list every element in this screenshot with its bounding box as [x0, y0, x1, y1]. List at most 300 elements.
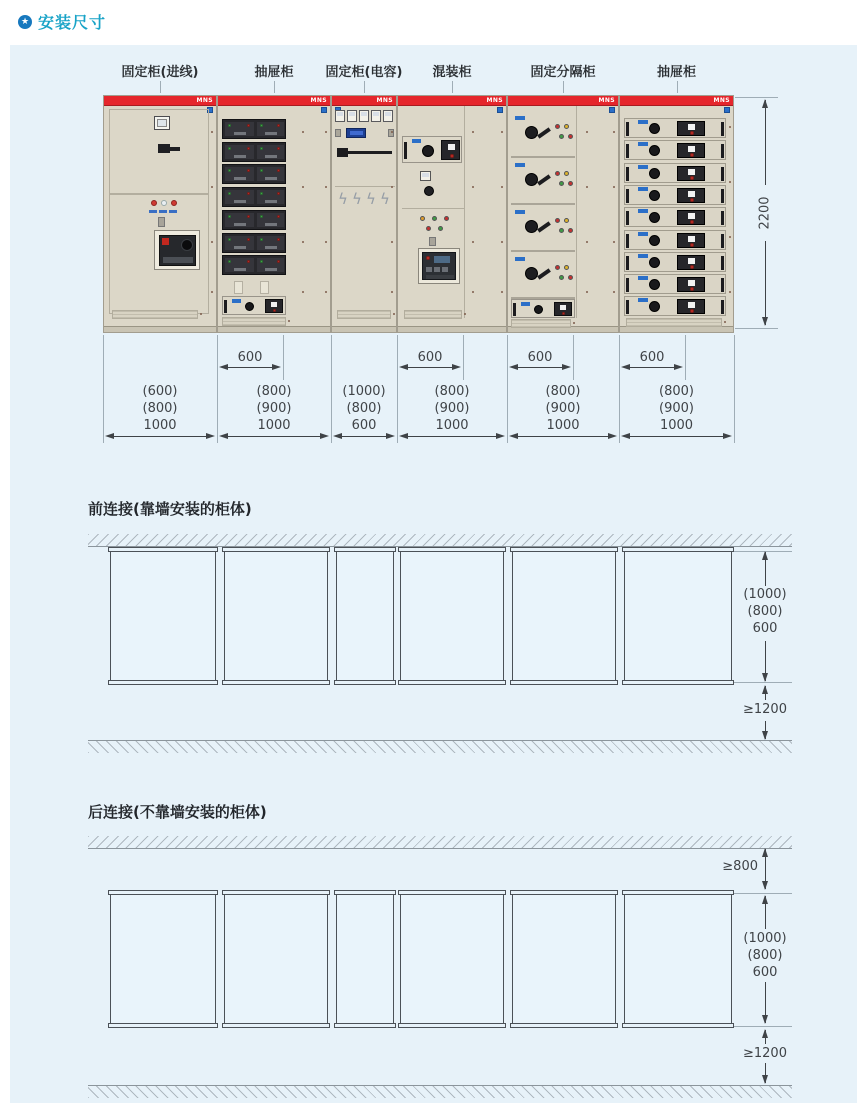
button	[688, 236, 695, 242]
cabinet-banner	[104, 96, 216, 106]
label-chip	[521, 302, 530, 306]
cabinet-elevation-diagram	[10, 45, 857, 495]
screw	[391, 131, 393, 133]
handle-bracket	[626, 300, 629, 314]
drawer-unit	[624, 296, 726, 316]
drawer-handle	[265, 246, 277, 249]
switch-handle	[337, 148, 348, 157]
screw	[211, 241, 213, 243]
width-dimension	[407, 436, 497, 437]
meter-screen	[349, 112, 355, 116]
width-dim-value: (800)	[434, 384, 470, 399]
label-chip	[638, 187, 648, 191]
indicator-light	[260, 215, 263, 218]
width-dim-value: 1000	[546, 418, 580, 433]
screw	[302, 186, 304, 188]
indicator-light	[690, 220, 694, 224]
extension-line	[735, 97, 778, 98]
switch-lever	[537, 174, 551, 185]
arrow-right-icon	[723, 433, 732, 439]
screw	[200, 313, 202, 315]
width-dimension	[517, 436, 609, 437]
indicator-light	[228, 147, 231, 150]
button	[688, 258, 695, 264]
front-aisle-dim-label: ≥1200	[743, 702, 787, 717]
indicator-light	[277, 215, 280, 218]
drawer-panel	[441, 140, 460, 160]
arrow-right-icon	[320, 433, 329, 439]
page-title-row	[18, 10, 106, 33]
indicator-light	[568, 134, 573, 139]
cabinet-footprint	[108, 547, 218, 685]
sub-width-dimension	[517, 367, 563, 368]
wall-hatch	[88, 1085, 792, 1098]
screw	[325, 241, 327, 243]
width-dimension	[341, 436, 387, 437]
handle-bracket	[721, 256, 724, 270]
indicator-light	[562, 312, 565, 315]
drawer-unit	[222, 210, 286, 230]
extension-line	[685, 335, 686, 380]
handle-bracket	[721, 189, 724, 203]
screw	[501, 241, 503, 243]
dim-value: 600	[752, 621, 778, 636]
indicator-light	[260, 260, 263, 263]
footprint-bottom-flange	[334, 1023, 396, 1028]
width-dim-value: 1000	[143, 418, 177, 433]
width-dim-value: (900)	[256, 401, 292, 416]
screw	[393, 313, 395, 315]
indicator-light	[690, 131, 694, 135]
cabinet-type-label: 固定柜(电容)	[325, 65, 403, 80]
button	[442, 267, 448, 272]
indicator-light	[228, 260, 231, 263]
switch-lever	[537, 221, 551, 232]
screw	[302, 241, 304, 243]
arrow-left-icon	[333, 433, 342, 439]
label-chip	[169, 210, 177, 213]
screw	[325, 131, 327, 133]
cabinet-base	[398, 326, 506, 332]
rotary-switch	[649, 145, 660, 156]
rotary-switch	[525, 220, 538, 233]
indicator-light	[568, 228, 573, 233]
arrow-up-icon	[762, 1029, 768, 1038]
indicator-light	[247, 260, 250, 263]
drawer-unit	[624, 207, 726, 227]
indicator-light	[228, 169, 231, 172]
cabinet-footprint	[334, 547, 396, 685]
indicator-light	[555, 218, 560, 223]
drawer-panel	[677, 143, 705, 158]
cabinet-mixed	[397, 95, 507, 333]
handle-bracket	[404, 142, 407, 159]
indicator-light	[247, 124, 250, 127]
drawer-panel	[677, 188, 705, 203]
arrow-up-icon	[762, 895, 768, 904]
button	[688, 302, 695, 308]
drawer-module	[257, 122, 284, 136]
footprint-body	[624, 894, 732, 1024]
page-title: 安装尺寸	[38, 13, 107, 32]
button	[688, 124, 695, 130]
indicator-light	[277, 192, 280, 195]
rotary-switch	[649, 279, 660, 290]
button	[688, 280, 695, 286]
cabinet-brand-badge: MNS	[713, 97, 730, 104]
cabinet-type-label: 固定柜(进线)	[121, 65, 199, 80]
button	[448, 144, 455, 150]
meter-screen	[361, 112, 367, 116]
drawer-module	[257, 236, 284, 250]
meter-screen	[422, 173, 429, 177]
wall-hatch	[88, 836, 792, 849]
cabinet-brand-badge: MNS	[598, 97, 615, 104]
indicator-light	[555, 265, 560, 270]
withdrawable-drawer-unit	[222, 296, 286, 315]
drawer-unit	[222, 187, 286, 207]
width-dim-value: 600	[351, 418, 377, 433]
footprint-bottom-flange	[108, 680, 218, 685]
indicator-light	[260, 124, 263, 127]
extension-line	[734, 1026, 792, 1027]
indicator-light	[444, 216, 449, 221]
label-chip	[638, 298, 648, 302]
controller-frame	[418, 248, 460, 284]
arrow-down-icon	[762, 673, 768, 682]
rotary-switch	[649, 168, 660, 179]
screw	[573, 322, 575, 324]
drawer-handle	[234, 155, 246, 158]
indicator-light	[247, 192, 250, 195]
drawer-unit	[624, 230, 726, 250]
breaker-strip	[163, 257, 193, 263]
dim-value: (1000)	[743, 931, 787, 946]
indicator-light	[151, 200, 157, 206]
dim-value: (800)	[747, 604, 783, 619]
screw	[391, 186, 393, 188]
switch-lever	[348, 151, 392, 154]
drawer-unit	[624, 252, 726, 272]
cabinet-footprint	[108, 890, 218, 1028]
cabinet-type-label: 混装柜	[432, 65, 472, 80]
cabinet-brand-badge: MNS	[196, 97, 213, 104]
drawer-panel	[677, 233, 705, 248]
indicator-light	[568, 275, 573, 280]
drawer-handle	[234, 223, 246, 226]
extension-line	[283, 335, 284, 380]
divider-line	[402, 208, 464, 209]
screw	[211, 131, 213, 133]
key-switch	[335, 129, 341, 137]
screw	[472, 291, 474, 293]
dimension-line	[765, 100, 766, 185]
key-switch	[429, 237, 436, 246]
footprint-body	[400, 894, 504, 1024]
label-chip	[515, 210, 525, 214]
drawer-panel	[677, 166, 705, 181]
indicator-light	[564, 171, 569, 176]
drawer-handle	[234, 246, 246, 249]
display-digits	[350, 131, 363, 135]
drawer-module	[225, 258, 254, 272]
capacitor-discharge-icon: ϟ	[338, 190, 348, 208]
drawer-module	[225, 236, 254, 250]
vent-grille	[112, 310, 198, 319]
extension-line	[160, 81, 161, 93]
switch-lever	[537, 268, 551, 279]
cabinet-banner	[620, 96, 733, 106]
width-dimension	[113, 436, 207, 437]
extension-line	[274, 81, 275, 93]
extension-line	[573, 335, 574, 380]
indicator-light	[247, 147, 250, 150]
footprint-body	[224, 894, 328, 1024]
switch-lever	[537, 127, 551, 138]
drawer-panel	[677, 255, 705, 270]
vent-grille	[404, 310, 462, 319]
width-dimension	[227, 436, 321, 437]
drawer-handle	[265, 177, 277, 180]
indicator-light	[564, 265, 569, 270]
screw	[724, 321, 726, 323]
screw	[501, 186, 503, 188]
diagram-panel	[10, 45, 857, 1103]
screw	[729, 126, 731, 128]
rotary-switch	[649, 212, 660, 223]
indicator-light	[260, 192, 263, 195]
sub-width-dim-label: 600	[527, 350, 553, 365]
meter	[359, 110, 369, 122]
indicator-light	[277, 260, 280, 263]
arrow-left-icon	[509, 433, 518, 439]
footprint-body	[224, 551, 328, 681]
cable-hook	[260, 281, 269, 294]
footprint-bottom-flange	[398, 680, 506, 685]
indicator-light	[260, 238, 263, 241]
indicator-light	[690, 153, 694, 157]
cabinet-footprint	[398, 547, 506, 685]
extension-line	[364, 81, 365, 93]
extension-line	[734, 335, 735, 443]
drawer-panel	[677, 121, 705, 136]
arrow-right-icon	[608, 433, 617, 439]
screw	[472, 186, 474, 188]
width-dim-value: (800)	[545, 384, 581, 399]
cabinet-type-label: 抽屉柜	[254, 65, 294, 80]
screw	[501, 291, 503, 293]
arrow-up-icon	[762, 848, 768, 857]
indicator-light	[277, 147, 280, 150]
handle-bracket	[626, 256, 629, 270]
screw	[729, 181, 731, 183]
footprint-body	[110, 894, 216, 1024]
drawer-module	[225, 122, 254, 136]
drawer-unit	[624, 274, 726, 294]
indicator-light	[555, 171, 560, 176]
arrow-right-icon	[386, 433, 395, 439]
label-chip	[638, 142, 648, 146]
indicator-light	[228, 215, 231, 218]
width-dim-value: (800)	[142, 401, 178, 416]
label-chip	[515, 257, 525, 261]
screw	[302, 291, 304, 293]
wall-hatch	[88, 740, 792, 753]
screw	[729, 236, 731, 238]
dim-value: (800)	[747, 948, 783, 963]
drawer-unit	[222, 164, 286, 184]
handle-bracket	[626, 234, 629, 248]
front-depth-dim-labels	[733, 586, 797, 637]
dim-value: (1000)	[743, 587, 787, 602]
screw	[613, 291, 615, 293]
indicator-light	[690, 265, 694, 269]
extension-line	[452, 81, 453, 93]
meter	[420, 171, 431, 181]
cabinet-type-label: 固定分隔柜	[530, 65, 596, 80]
screw	[613, 241, 615, 243]
label-chip	[159, 210, 167, 213]
arrow-up-icon	[762, 551, 768, 560]
rear-depth-dim-labels	[733, 930, 797, 981]
cabinet-footprint	[622, 547, 734, 685]
meter	[347, 110, 357, 122]
withdrawable-drawer-unit	[402, 136, 462, 163]
width-dim-value: (800)	[346, 401, 382, 416]
drawer-unit	[624, 185, 726, 205]
footprint-body	[512, 551, 616, 681]
handle-bracket	[513, 303, 516, 316]
footprint-bottom-flange	[510, 680, 618, 685]
screw	[472, 241, 474, 243]
width-dim-value: (900)	[434, 401, 470, 416]
screw	[586, 186, 588, 188]
footprint-bottom-flange	[334, 680, 396, 685]
width-dim-value: 1000	[659, 418, 694, 433]
extension-line	[563, 81, 564, 93]
logo-chip	[497, 107, 503, 113]
rotary-switch	[649, 190, 660, 201]
arrow-left-icon	[105, 433, 114, 439]
cabinet-banner	[398, 96, 506, 106]
cabinet-banner	[508, 96, 618, 106]
extension-line	[677, 81, 678, 93]
meter	[335, 110, 345, 122]
drawer-module	[225, 145, 254, 159]
vent-grille	[626, 318, 722, 327]
capacitor-discharge-icon: ϟ	[366, 190, 376, 208]
label-chip	[638, 209, 648, 213]
arrow-left-icon	[219, 433, 228, 439]
footprint-bottom-flange	[622, 680, 734, 685]
indicator-light	[690, 287, 694, 291]
drawer-handle	[234, 200, 246, 203]
rotary-switch	[525, 126, 538, 139]
partition-section	[511, 252, 575, 299]
indicator-light	[559, 181, 564, 186]
display-digits	[434, 256, 450, 263]
handle-bracket	[626, 122, 629, 136]
indicator-light	[564, 218, 569, 223]
breaker-knob	[181, 239, 193, 251]
frame-line	[576, 106, 577, 318]
arrow-left-icon	[621, 433, 630, 439]
rotary-switch	[649, 235, 660, 246]
cabinet-footprint	[222, 547, 330, 685]
breaker-frame	[154, 230, 200, 270]
arrow-down-icon	[762, 731, 768, 740]
width-dim-value: 1000	[257, 418, 291, 433]
cabinet-drawer-stack-2	[619, 95, 734, 333]
footprint-body	[400, 551, 504, 681]
screw	[288, 320, 290, 322]
sub-width-dimension	[227, 367, 273, 368]
width-dimension	[629, 436, 724, 437]
button	[426, 267, 432, 272]
meter-screen	[385, 112, 391, 116]
button	[560, 305, 566, 310]
drawer-module	[225, 167, 254, 181]
drawer-panel	[265, 299, 283, 313]
extension-line	[735, 328, 778, 329]
footprint-body	[110, 551, 216, 681]
cabinet-footprint	[510, 547, 618, 685]
rear-connection-title: 后连接(不靠墙安装的柜体)	[88, 803, 267, 821]
drawer-unit	[222, 233, 286, 253]
cabinet-footprint	[622, 890, 734, 1028]
rotary-switch	[422, 145, 434, 157]
rotary-switch	[534, 305, 543, 314]
indicator-light	[559, 134, 564, 139]
digital-display	[346, 128, 366, 138]
label-chip	[638, 232, 648, 236]
cabinet-brand-badge: MNS	[310, 97, 327, 104]
drawer-unit	[624, 163, 726, 183]
capacitor-discharge-icon: ϟ	[352, 190, 362, 208]
footprint-body	[624, 551, 732, 681]
footprint-body	[336, 551, 394, 681]
frame-line	[464, 106, 465, 318]
footprint-body	[336, 894, 394, 1024]
handle-bracket	[626, 211, 629, 225]
drawer-module	[225, 213, 254, 227]
meter-screen	[157, 119, 167, 127]
label-chip	[638, 165, 648, 169]
sub-width-dimension	[407, 367, 453, 368]
extension-line	[463, 335, 464, 380]
meter-screen	[337, 112, 343, 116]
indicator-light	[450, 154, 454, 158]
vent-grille	[337, 310, 391, 319]
drawer-panel	[677, 299, 705, 314]
cabinet-fixed-incoming	[103, 95, 217, 333]
indicator-light	[171, 200, 177, 206]
indicator-light	[277, 169, 280, 172]
sub-width-dimension	[629, 367, 675, 368]
screw	[613, 186, 615, 188]
front-connection-title: 前连接(靠墙安装的柜体)	[88, 500, 252, 518]
width-dim-value: (1000)	[342, 384, 386, 399]
width-dim-value: (800)	[256, 384, 292, 399]
drawer-handle	[234, 268, 246, 271]
arrow-up-icon	[762, 99, 768, 108]
control-display	[422, 252, 456, 280]
extension-line	[734, 682, 792, 683]
width-dim-value: (900)	[659, 401, 694, 416]
star-badge-icon: ★	[18, 15, 32, 29]
drawer-module	[257, 190, 284, 204]
indicator-light	[420, 216, 425, 221]
